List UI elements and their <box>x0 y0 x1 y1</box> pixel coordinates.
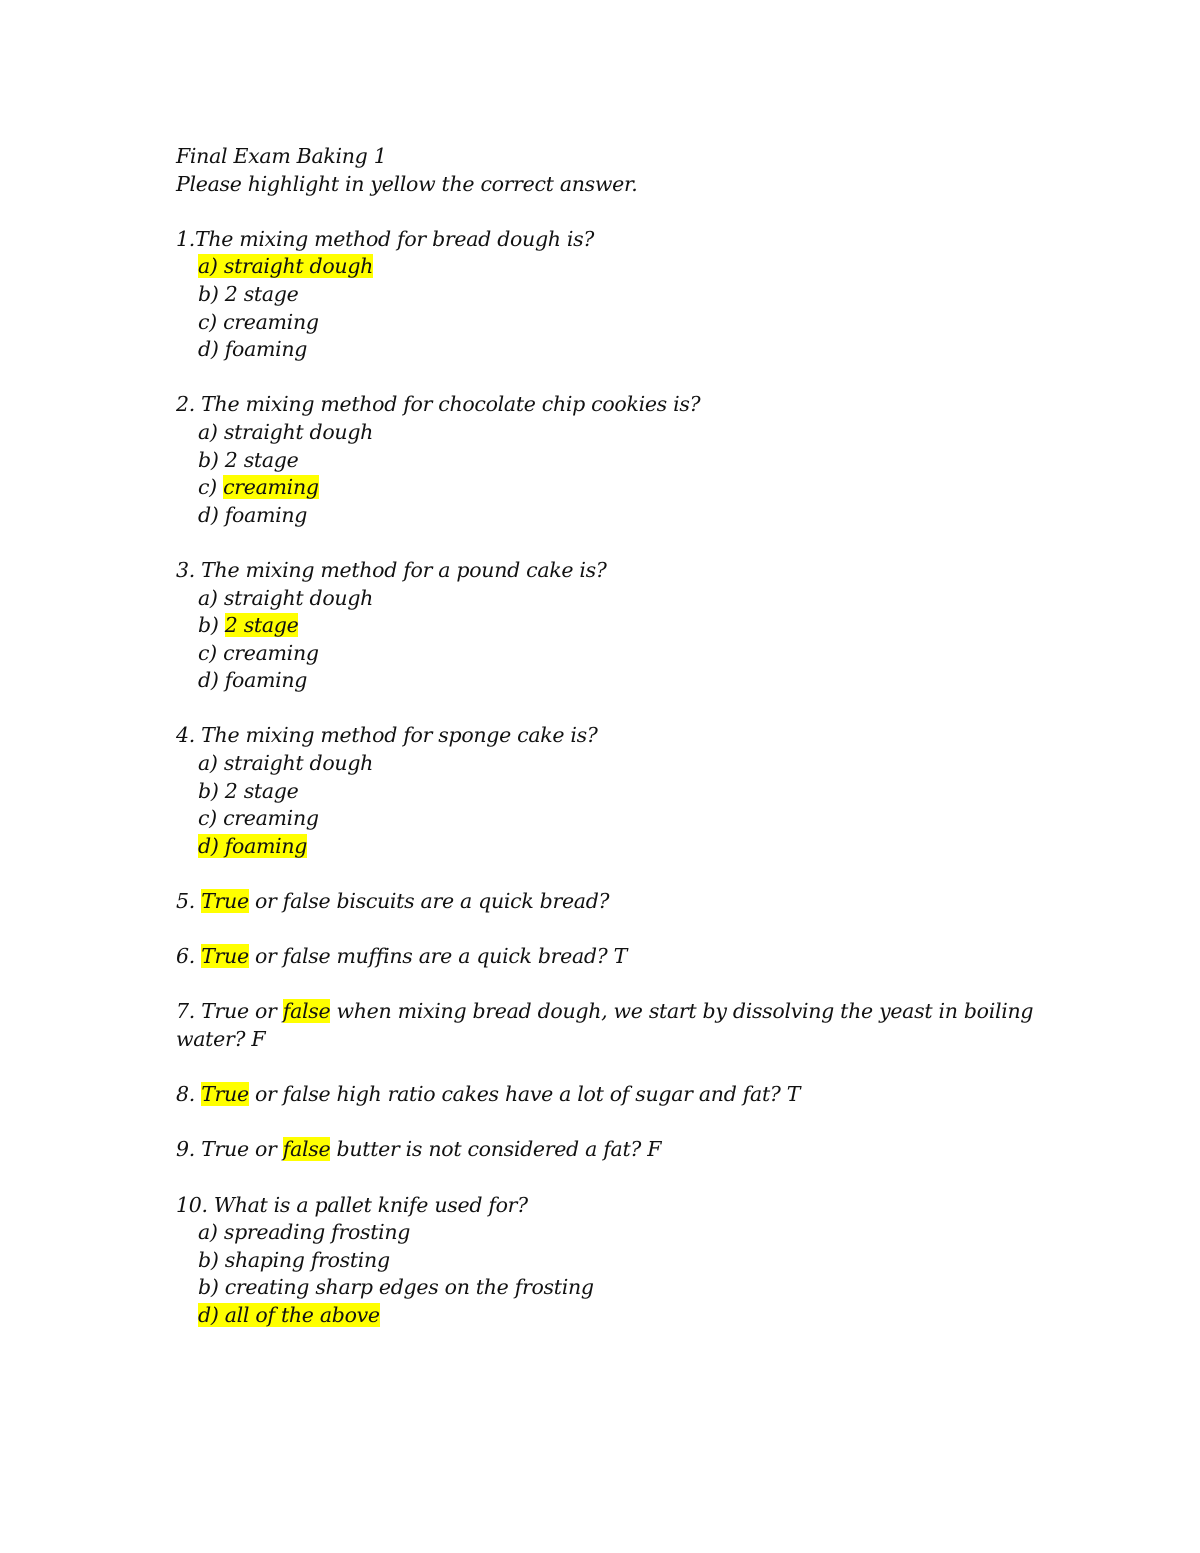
option-text: creaming <box>223 640 319 665</box>
option-text: straight dough <box>223 751 374 776</box>
connector: or <box>248 944 283 969</box>
option-text: 2 stage <box>224 613 299 638</box>
option-text: straight dough <box>223 419 374 444</box>
question-1-option-b[interactable] <box>176 281 1036 309</box>
question-8-prompt <box>176 1081 1036 1109</box>
option-letter: c) <box>198 806 224 831</box>
spacer <box>176 1054 1036 1082</box>
spacer <box>176 1164 1036 1192</box>
question-3-prompt: 3. The mixing method for a pound cake is? <box>176 557 607 582</box>
spacer <box>176 971 1036 999</box>
question-text: muffins are a quick bread? T <box>330 944 628 969</box>
question-3-option-a[interactable] <box>176 585 1036 613</box>
question-text: butter is not considered a fat? F <box>330 1137 662 1162</box>
option-letter: c) <box>198 309 224 334</box>
spacer <box>176 364 1036 392</box>
question-1-option-a[interactable] <box>176 253 1036 281</box>
connector: or <box>248 1082 283 1107</box>
option-text: shaping frosting <box>224 1247 390 1272</box>
option-text: foaming <box>224 337 308 362</box>
false-answer[interactable]: false <box>282 1082 331 1107</box>
question-number: 9. <box>176 1137 202 1162</box>
question-1-prompt: 1.The mixing method for bread dough is? <box>176 226 595 251</box>
question-2-option-c[interactable] <box>176 474 1036 502</box>
option-letter: b) <box>198 613 225 638</box>
option-text: spreading frosting <box>223 1220 411 1245</box>
spacer <box>176 695 1036 723</box>
exam-document <box>176 143 1036 1330</box>
option-letter: d) <box>198 833 225 858</box>
question-4-option-a[interactable] <box>176 750 1036 778</box>
option-letter: b) <box>198 1275 225 1300</box>
option-text: straight dough <box>223 254 374 279</box>
option-letter: b) <box>198 447 225 472</box>
question-10-option-a[interactable] <box>176 1219 1036 1247</box>
true-answer[interactable]: True <box>201 999 249 1024</box>
option-text: 2 stage <box>224 281 299 306</box>
spacer <box>176 529 1036 557</box>
option-letter: d) <box>198 1302 225 1327</box>
question-2-option-d[interactable] <box>176 502 1036 530</box>
false-answer[interactable]: false <box>282 1137 331 1162</box>
question-5-prompt <box>176 888 1036 916</box>
option-letter: d) <box>198 502 225 527</box>
question-number: 5. <box>176 889 202 914</box>
option-letter: a) <box>198 751 224 776</box>
option-text: all of the above <box>224 1302 380 1327</box>
question-4-prompt: 4. The mixing method for sponge cake is? <box>176 723 598 748</box>
question-10-option-d[interactable] <box>176 1302 1036 1330</box>
question-text: biscuits are a quick bread? <box>330 889 610 914</box>
option-letter: d) <box>198 668 225 693</box>
option-letter: a) <box>198 585 224 610</box>
question-2-option-b[interactable] <box>176 447 1036 475</box>
option-letter: b) <box>198 778 225 803</box>
question-2-option-a[interactable] <box>176 419 1036 447</box>
true-answer[interactable]: True <box>201 889 249 914</box>
question-text: when mixing bread dough, we start by dissolving the yeast in boiling water? F <box>176 999 1034 1051</box>
question-text: high ratio cakes have a lot of sugar and fat? T <box>330 1082 801 1107</box>
option-text: creating sharp edges on the frosting <box>224 1275 594 1300</box>
question-3-option-b[interactable] <box>176 612 1036 640</box>
question-2-prompt: 2. The mixing method for chocolate chip cookies is? <box>176 392 701 417</box>
option-letter: d) <box>198 337 225 362</box>
true-answer[interactable]: True <box>201 1082 249 1107</box>
question-3-option-d[interactable] <box>176 667 1036 695</box>
spacer <box>176 198 1036 226</box>
question-1-option-c[interactable] <box>176 309 1036 337</box>
option-letter: a) <box>198 1220 224 1245</box>
question-1-option-d[interactable] <box>176 336 1036 364</box>
question-4-option-c[interactable] <box>176 805 1036 833</box>
option-letter: a) <box>198 419 224 444</box>
false-answer[interactable]: false <box>282 889 331 914</box>
option-text: 2 stage <box>224 778 299 803</box>
option-text: foaming <box>224 668 308 693</box>
question-6-prompt <box>176 943 1036 971</box>
option-letter: b) <box>198 281 225 306</box>
option-text: 2 stage <box>224 447 299 472</box>
true-answer[interactable]: True <box>201 944 249 969</box>
question-number: 6. <box>176 944 202 969</box>
spacer <box>176 1109 1036 1137</box>
option-text: creaming <box>223 806 319 831</box>
question-10-prompt: 10. What is a pallet knife used for? <box>176 1192 528 1217</box>
option-text: creaming <box>223 309 319 334</box>
question-9-prompt <box>176 1136 1036 1164</box>
question-number: 8. <box>176 1082 202 1107</box>
spacer <box>176 916 1036 944</box>
option-text: creaming <box>223 475 319 500</box>
question-10-option-c[interactable] <box>176 1274 1036 1302</box>
option-text: foaming <box>224 502 308 527</box>
option-text: foaming <box>224 833 308 858</box>
connector: or <box>248 889 283 914</box>
question-7-prompt <box>176 998 1036 1053</box>
true-answer[interactable]: True <box>201 1137 249 1162</box>
option-letter: a) <box>198 254 224 279</box>
connector: or <box>248 1137 283 1162</box>
question-10-option-b[interactable] <box>176 1247 1036 1275</box>
option-text: straight dough <box>223 585 374 610</box>
option-letter: c) <box>198 640 224 665</box>
question-3-option-c[interactable] <box>176 640 1036 668</box>
false-answer[interactable]: false <box>282 999 331 1024</box>
exam-title: Final Exam Baking 1 <box>176 144 387 168</box>
question-4-option-d[interactable] <box>176 833 1036 861</box>
question-number: 7. <box>176 999 202 1024</box>
option-letter: b) <box>198 1247 225 1272</box>
question-4-option-b[interactable] <box>176 778 1036 806</box>
connector: or <box>248 999 283 1024</box>
option-letter: c) <box>198 475 224 500</box>
false-answer[interactable]: false <box>282 944 331 969</box>
exam-instructions: Please highlight in yellow the correct answer. <box>176 171 638 196</box>
spacer <box>176 860 1036 888</box>
